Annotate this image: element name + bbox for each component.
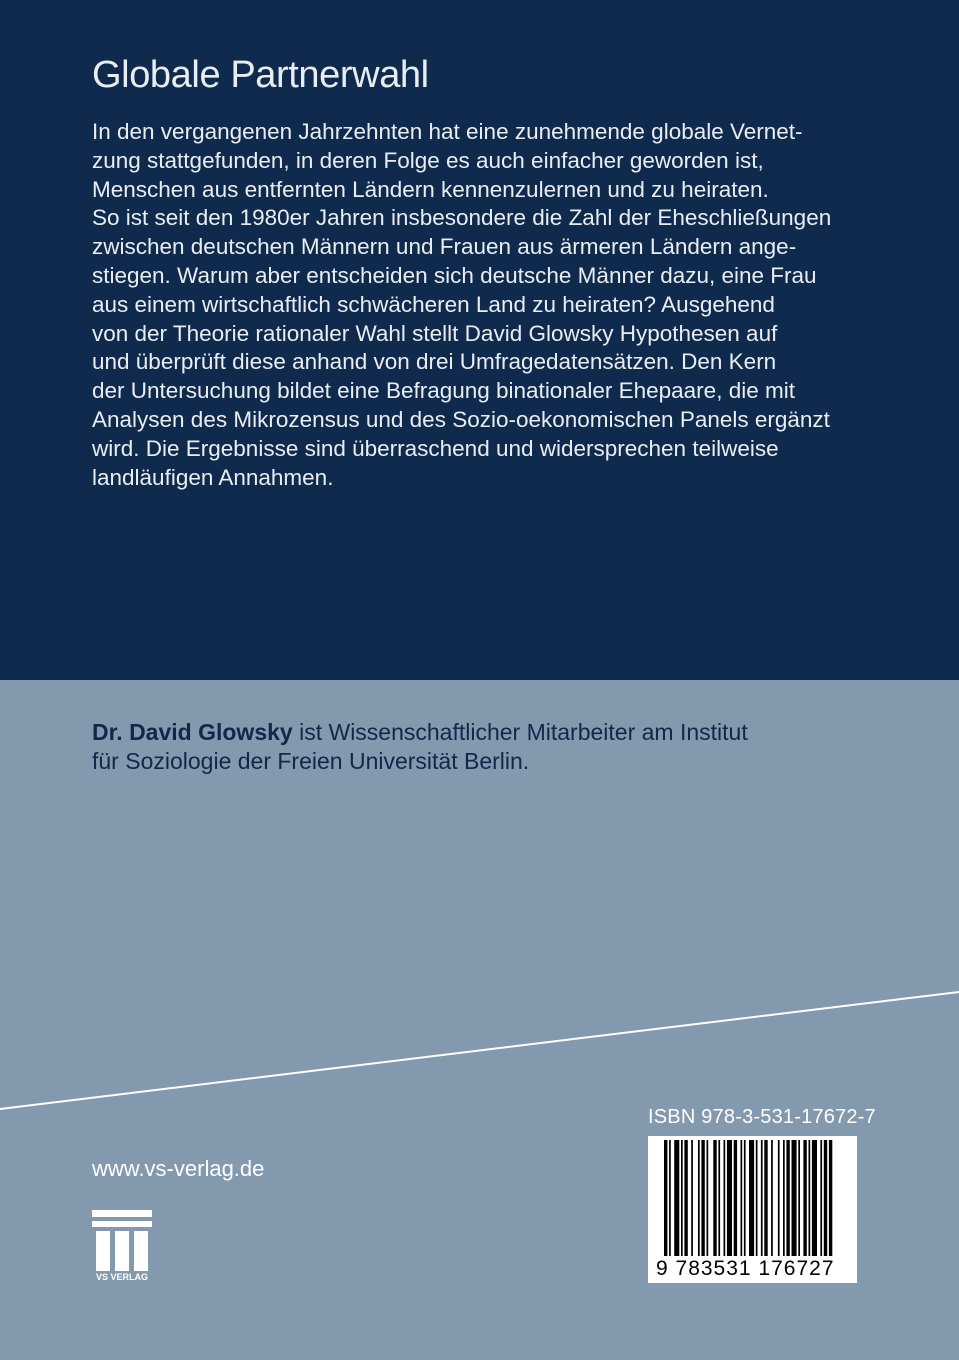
blurb-line: und überprüft diese anhand von drei Umfragedatensätzen. Den Kern	[92, 349, 777, 375]
blurb-line: zung stattgefunden, in deren Folge es auch einfacher geworden ist,	[92, 147, 764, 173]
author-bio	[92, 718, 852, 776]
blurb-line: stiegen. Warum aber entscheiden sich deutsche Männer dazu, eine Frau	[92, 262, 817, 288]
barcode-digits: 9 783531 176727	[656, 1257, 835, 1280]
blurb-line: So ist seit den 1980er Jahren insbesondere die Zahl der Eheschließungen	[92, 205, 832, 231]
barcode	[648, 1136, 857, 1283]
blurb-line: aus einem wirtschaftlich schwächeren Land zu heiraten? Ausgehend	[92, 291, 775, 317]
author-name: Dr. David Glowsky	[92, 719, 293, 745]
author-bio-line-1	[92, 718, 852, 747]
author-bio-text-1: ist Wissenschaftlicher Mitarbeiter am Institut	[292, 719, 748, 745]
blurb-line: landläufigen Annahmen.	[92, 464, 334, 490]
blurb-line: wird. Die Ergebnisse sind überraschend und widersprechen teilweise	[92, 435, 779, 461]
blurb-line: der Untersuchung bildet eine Befragung binationaler Ehepaare, die mit	[92, 378, 795, 404]
publisher-website[interactable]: www.vs-verlag.de	[92, 1156, 265, 1181]
isbn-label: ISBN 978-3-531-17672-7	[648, 1106, 876, 1128]
blurb-line: In den vergangenen Jahrzehnten hat eine zunehmende globale Vernet-	[92, 119, 803, 144]
blurb-line: von der Theorie rationaler Wahl stellt David Glowsky Hypothesen auf	[92, 320, 778, 346]
logo-text: VS VERLAG	[95, 1272, 148, 1282]
book-title: Globale Partnerwahl	[92, 54, 429, 96]
blurb-line: Menschen aus entfernten Ländern kennenzulernen und zu heiraten.	[92, 176, 769, 202]
blurb-line: Analysen des Mikrozensus und des Sozio-oekonomischen Panels ergänzt	[92, 406, 830, 432]
author-bio-text-2: für Soziologie der Freien Universität Berlin.	[92, 748, 530, 774]
blurb-line: zwischen deutschen Männern und Frauen aus ärmeren Ländern ange-	[92, 234, 797, 260]
